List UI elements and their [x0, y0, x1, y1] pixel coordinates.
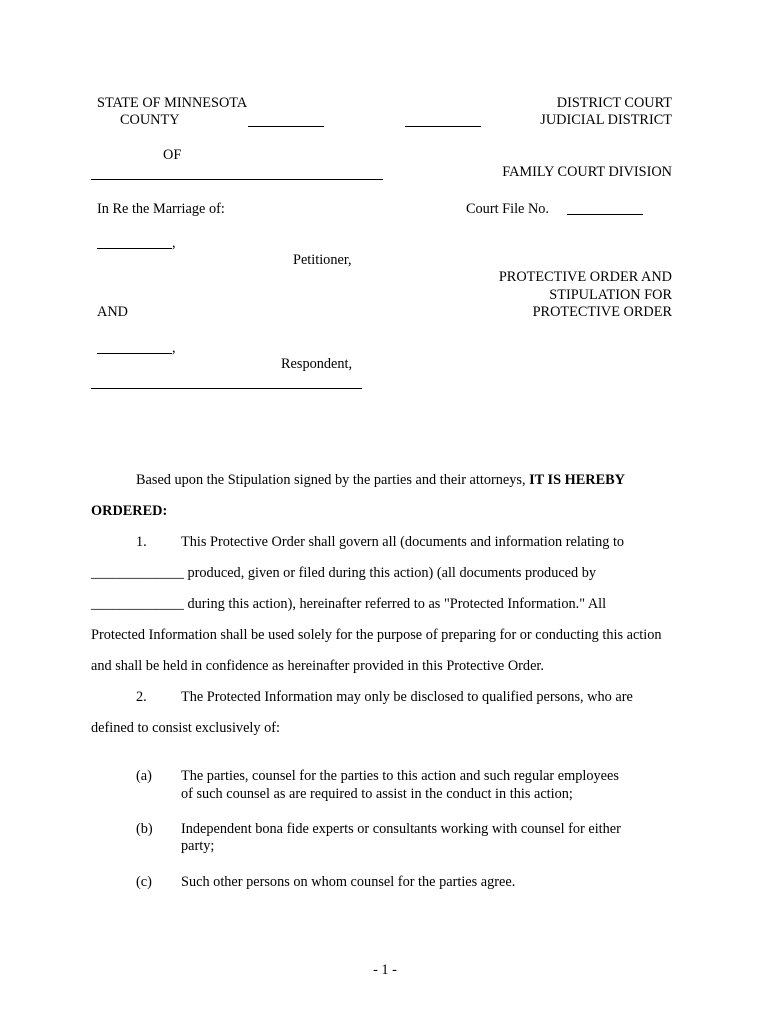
intro-text: Based upon the Stipulation signed by the parties and their attorneys,	[136, 472, 526, 488]
county-label: COUNTY	[120, 112, 180, 128]
district-blank	[405, 126, 481, 127]
in-re-label: In Re the Marriage of:	[97, 201, 225, 217]
intro-bold-text: IT IS HEREBY	[529, 472, 625, 488]
petitioner-label: Petitioner,	[293, 252, 352, 268]
paragraph-1-line-2: _____________ produced, given or filed during this action) (all documents produced by	[91, 565, 597, 581]
paragraph-2-line-1: The Protected Information may only be disclosed to qualified persons, who are	[181, 689, 633, 705]
item-b-line-1: Independent bona fide experts or consultants working with counsel for either	[181, 821, 621, 837]
court-file-label: Court File No.	[466, 201, 550, 217]
respondent-name-blank	[97, 353, 172, 354]
document-title-line3: PROTECTIVE ORDER	[532, 304, 672, 320]
paragraph-1-number: 1.	[136, 534, 147, 550]
page-number: - 1 -	[373, 962, 397, 978]
county-blank	[248, 126, 324, 127]
petitioner-comma: ,	[172, 235, 176, 251]
petitioner-name-blank	[97, 248, 172, 249]
paragraph-1-line-3: _____________ during this action), hereinafter referred to as "Protected Information." All	[91, 596, 607, 612]
ordered-text: ORDERED:	[91, 503, 168, 519]
item-b-line-2: party;	[181, 838, 215, 854]
document-title-line2: STIPULATION FOR	[549, 287, 672, 303]
court-file-blank	[567, 214, 643, 215]
item-c-label: (c)	[136, 874, 152, 890]
district-court-label: DISTRICT COURT	[556, 95, 672, 111]
paragraph-1-line-1: This Protective Order shall govern all (documents and information relating to	[181, 534, 625, 550]
ordered-heading	[91, 503, 167, 520]
document-title-line1: PROTECTIVE ORDER AND	[498, 269, 672, 285]
paragraph-1-line-5: and shall be held in confidence as hereinafter provided in this Protective Order.	[91, 658, 544, 674]
item-c-line-1: Such other persons on whom counsel for the parties agree.	[181, 874, 516, 890]
item-a-label: (a)	[136, 768, 152, 784]
item-b-label: (b)	[136, 821, 153, 837]
respondent-comma: ,	[172, 340, 176, 356]
and-label: AND	[97, 304, 128, 320]
respondent-label: Respondent,	[281, 356, 353, 372]
intro-paragraph	[136, 472, 625, 489]
paragraph-1-line-4: Protected Information shall be used solely for the purpose of preparing for or conducting this action	[91, 627, 662, 643]
item-a-line-1: The parties, counsel for the parties to this action and such regular employees	[181, 768, 619, 784]
caption-rule-top	[91, 179, 383, 180]
item-a-line-2: of such counsel as are required to assist in the conduct in this action;	[181, 786, 573, 802]
state-label: STATE OF MINNESOTA	[97, 95, 248, 111]
family-division-label: FAMILY COURT DIVISION	[502, 164, 672, 180]
paragraph-2-number: 2.	[136, 689, 147, 705]
caption-rule-bottom	[91, 388, 362, 389]
judicial-district-label: JUDICIAL DISTRICT	[540, 112, 672, 128]
of-label: OF	[163, 147, 182, 163]
paragraph-2-line-2: defined to consist exclusively of:	[91, 720, 280, 736]
